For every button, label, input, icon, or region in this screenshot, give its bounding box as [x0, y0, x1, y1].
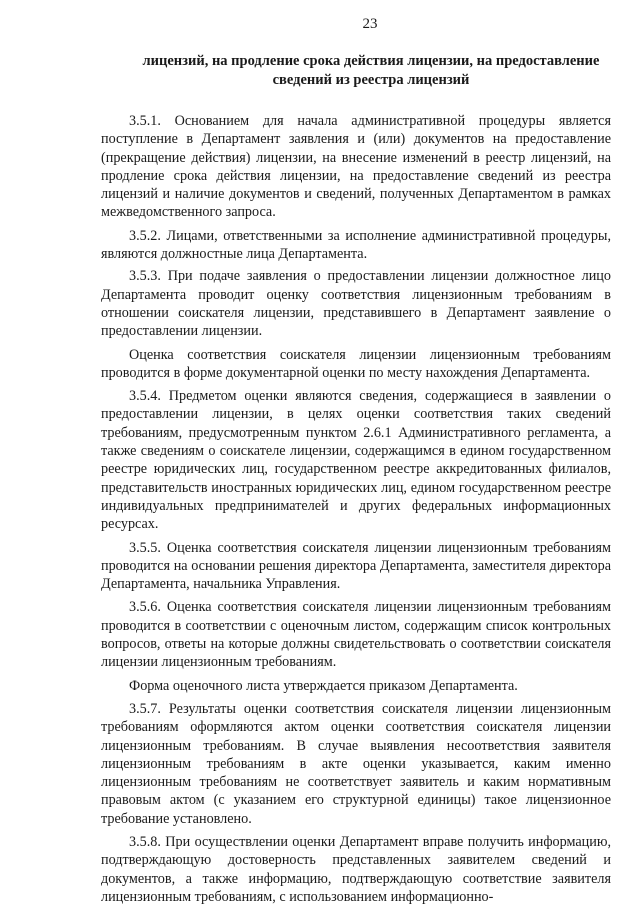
page-number: 23 [362, 16, 378, 32]
paragraph-3-5-3: 3.5.3. При подаче заявления о предоставлении лицензии должностное лицо Департамента проводит оценку соответствия лицензионным требованиям в отношении соискателя лицензии, представившего в Департамент заявление о предоставлении лицензии. [101, 268, 611, 340]
paragraph-3-5-6: 3.5.6. Оценка соответствия соискателя лицензии лицензионным требованиям проводится в соответствии с оценочным листом, содержащим список контрольных вопросов, ответы на которые должны свидетельствовать о соответствии соискателя лицензии лицензионным требованиям. [101, 599, 611, 671]
paragraph-assessment-form: Оценка соответствия соискателя лицензии лицензионным требованиям проводится в форме документарной оценки по месту нахождения Департамента. [101, 346, 611, 381]
paragraph-3-5-1: 3.5.1. Основанием для начала административной процедуры является поступление в Департамент заявления и (или) документов на предоставление (прекращение действия) лицензии, на внесение изменений в реестр лицензий, на продление срока действия лицензии, на предоставление сведений из реестра лицензий и наличие документов и сведений, полученных Департаментом в рамках межведомственного запроса. [101, 113, 611, 221]
section-heading: лицензий, на продление срока действия лицензии, на предоставление сведений из реестра лицензий [142, 53, 600, 88]
paragraph-3-5-5: 3.5.5. Оценка соответствия соискателя лицензии лицензионным требованиям проводится на основании решения директора Департамента, заместителя директора Департамента, начальника Управления. [101, 539, 611, 593]
paragraph-checklist-form: Форма оценочного листа утверждается приказом Департамента. [129, 677, 518, 694]
paragraph-3-5-8: 3.5.8. При осуществлении оценки Департамент вправе получить информацию, подтверждающую достоверность представленных заявителем сведений и документов, а также информацию, подтверждающую соответствие заявителя лицензионным требованиям, с использованием информационно- [101, 833, 611, 905]
paragraph-3-5-2: 3.5.2. Лицами, ответственными за исполнение административной процедуры, являются должностные лица Департамента. [101, 227, 611, 263]
paragraph-3-5-4: 3.5.4. Предметом оценки являются сведения, содержащиеся в заявлении о предоставлении лицензии, в целях оценки соответствия таких сведений требованиям, предусмотренным пунктом 2.6.1 Административного регламента, а также сведениям о соискателе лицензии, содержащимся в едином государственном реестре юридических лиц, государственном реестре аккредитованных филиалов, представительств иностранных юридических лиц, едином государственном реестре индивидуальных предпринимателей и других федеральных информационных ресурсах. [101, 388, 611, 533]
paragraph-3-5-7: 3.5.7. Результаты оценки соответствия соискателя лицензии лицензионным требованиям оформляются актом оценки соответствия соискателя лицензии лицензионным требованиям. В случае выявления несоответствия заявителя лицензионным требованиям в акте оценки указывается, каким именно лицензионным требованиям не соответствует заявитель и каким нормативным правовым актом (с указанием его структурной единицы) такое лицензионное требование установлено. [101, 700, 611, 827]
